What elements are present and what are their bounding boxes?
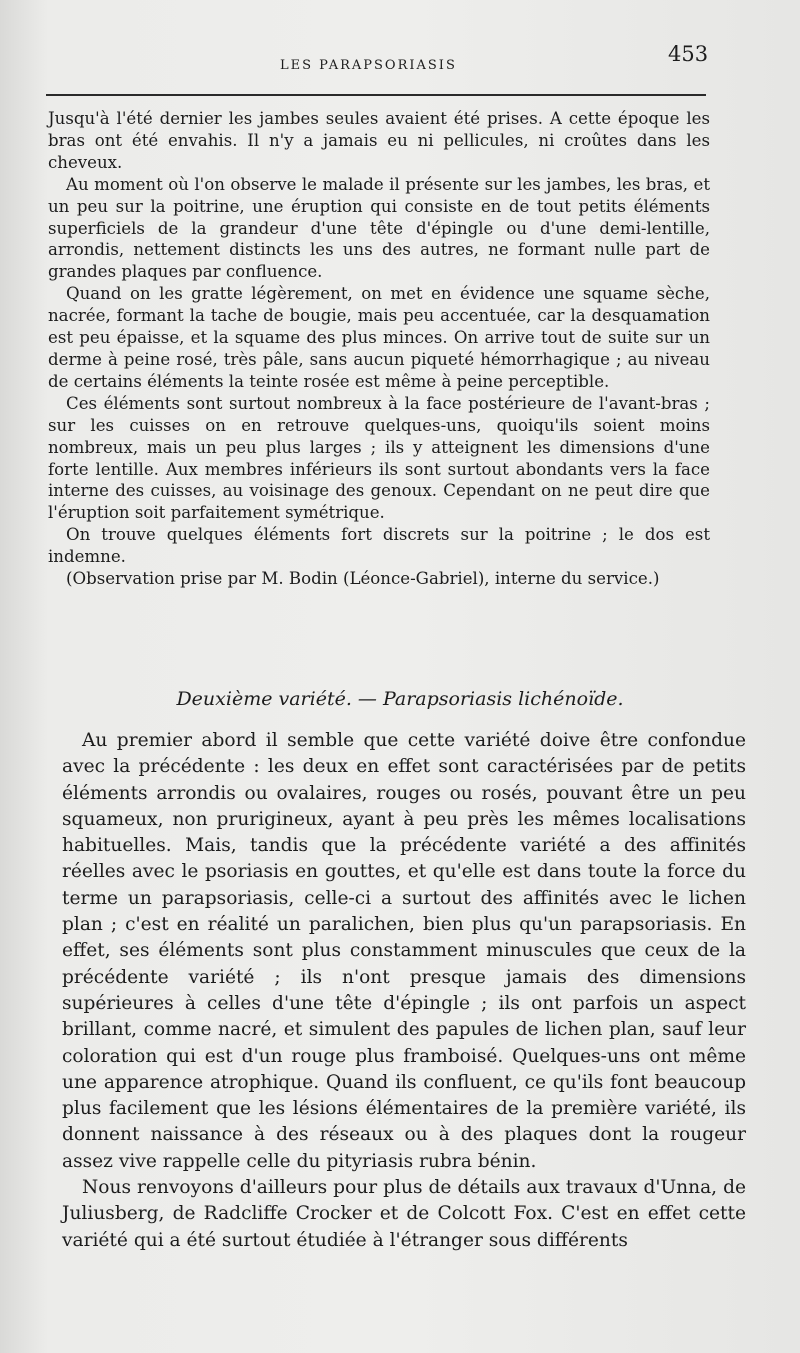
- section-heading: Deuxième variété. — Parapsoriasis lichénoïde.: [176, 688, 624, 710]
- paragraph: Nous renvoyons d'ailleurs pour plus de détails aux travaux d'Unna, de Juliusberg, de Radcliffe Crocker et de Colcott Fox. C'est en effet cette variété qui a été surtout étudiée à l'étranger sous différents: [62, 1177, 746, 1251]
- paragraph: On trouve quelques éléments fort discrets sur la poitrine ; le dos est indemne.: [48, 525, 710, 567]
- page-header: [0, 42, 800, 82]
- paragraph: Quand on les gratte légèrement, on met en évidence une squame sèche, nacrée, formant la tache de bougie, mais peu accentuée, car la desquamation est peu épaisse, et la squame des plus minces. On arrive tout de suite sur un derme à peine rosé, très pâle, sans aucun piqueté hémorrhagique ; au niveau de certains éléments la teinte rosée est même à peine perceptible.: [48, 284, 710, 391]
- paragraph: Jusqu'à l'été dernier les jambes seules avaient été prises. A cette époque les bras ont été envahis. Il n'y a jamais eu ni pellicules, ni croûtes dans les cheveux.: [48, 109, 710, 172]
- page-number: 453: [668, 42, 709, 66]
- paragraph: Ces éléments sont surtout nombreux à la face postérieure de l'avant-bras ; sur les cuisses on en retrouve quelques-uns, quoiqu'ils soient moins nombreux, mais un peu plus larges ; ils y atteignent les dimensions d'une forte lentille. Aux membres inférieurs ils sont surtout abondants vers la face interne des cuisses, au voisinage des genoux. Cependant on ne peut dire que l'éruption soit parfaitement symétrique.: [48, 393, 710, 523]
- paragraph: Au moment où l'on observe le malade il présente sur les jambes, les bras, et un peu sur la poitrine, une éruption qui consiste en de tout petits éléments superficiels de la grandeur d'une tête d'épingle ou d'une demi-lentille, arrondis, nettement distincts les uns des autres, ne formant nulle part de grandes plaques par confluence.: [48, 174, 710, 282]
- header-rule: [46, 94, 706, 96]
- observation-credit: (Observation prise par M. Bodin (Léonce-Gabriel), interne du service.): [66, 569, 660, 589]
- observation-text: [48, 108, 710, 590]
- running-title: LES PARAPSORIASIS: [280, 58, 457, 73]
- paragraph: Au premier abord il semble que cette variété doive être confondue avec la précédente : les deux en effet sont caractérisées par de petits éléments arrondis ou ovalaires, rouges ou rosés, pouvant être un peu squameux, non prurigineux, ayant à peu près les mêmes localisations habituelles. Mais, tandis que la précédente variété a des affinités réelles avec le psoriasis en gouttes, et qu'elle est dans toute la force du terme un parapsoriasis, celle-ci a surtout des affinités avec le lichen plan ; c'est en réalité un paralichen, bien plus qu'un parapsoriasis. En effet, ses éléments sont plus constamment minuscules que ceux de la précédente variété ; ils n'ont presque jamais des dimensions supérieures à celles d'une tête d'épingle ; ils ont parfois un aspect brillant, comme nacré, et simulent des papules de lichen plan, sauf leur coloration qui est d'un rouge plus framboisé. Quelques-uns ont même une apparence atrophique. Quand ils confluent, ce qu'ils font beaucoup plus facilement que les lésions élémentaires de la première variété, ils donnent naissance à des réseaux ou à des plaques dont la rougeur assez vive rappelle celle du pityriasis rubra bénin.: [62, 730, 746, 1172]
- section-body: [62, 728, 746, 1254]
